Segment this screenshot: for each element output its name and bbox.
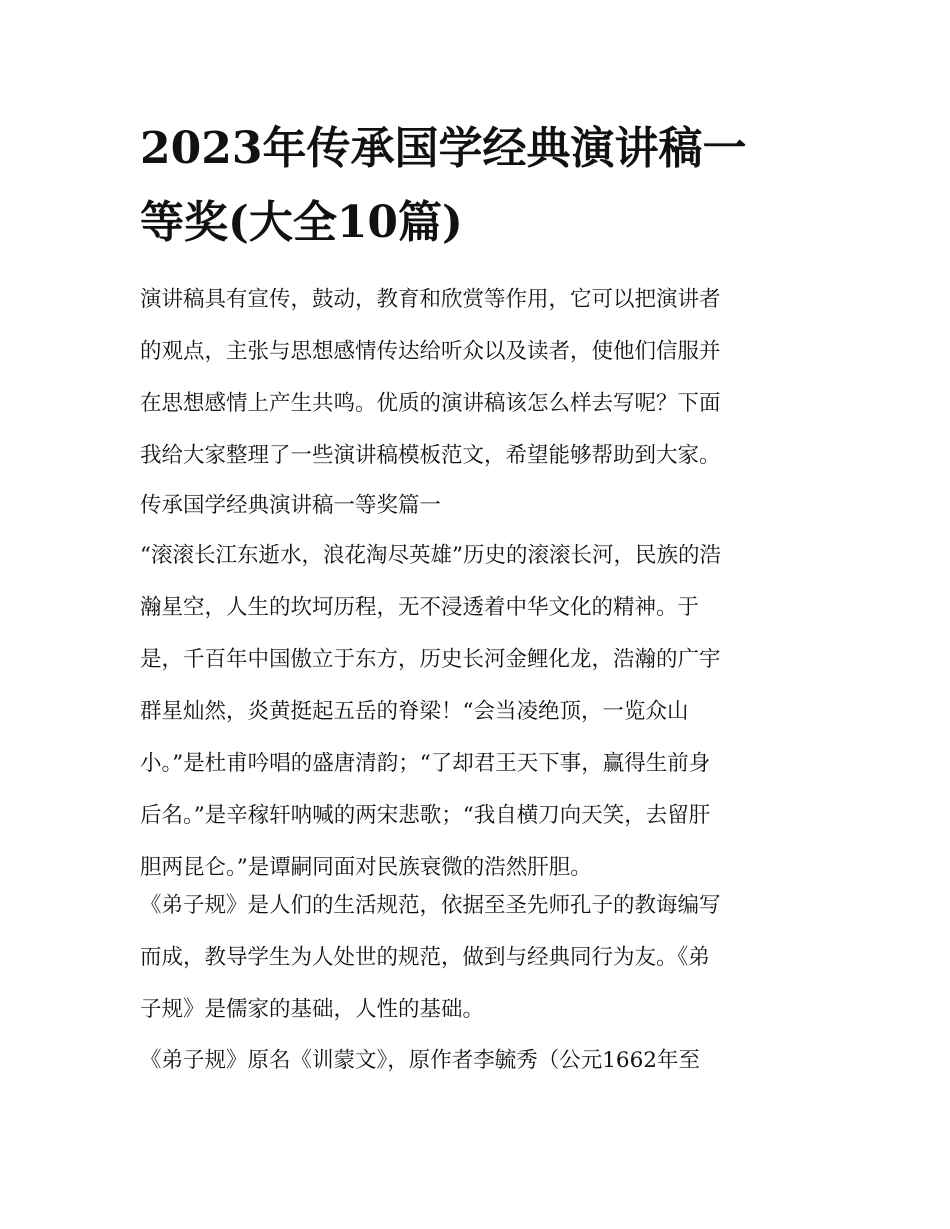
title-line: 等奖(大全10篇): [140, 197, 463, 248]
paragraph-3: [140, 1035, 820, 1087]
text-line: 《弟子规》原名《训蒙文》，原作者李毓秀（公元1662年至: [140, 1048, 700, 1073]
paragraph-2: [140, 880, 820, 1036]
text-line: 的观点，主张与思想感情传达给听众以及读者，使他们信服并: [140, 339, 721, 364]
text-line: “滚滚长江东逝水，浪花淘尽英雄”历史的滚滚长河，民族的浩: [140, 543, 721, 568]
text-line: 演讲稿具有宣传，鼓动，教育和欣赏等作用，它可以把演讲者: [140, 287, 721, 312]
section-heading: [140, 486, 820, 526]
text-line: 在思想感情上产生共鸣。优质的演讲稿该怎么样去写呢？下面: [140, 391, 721, 416]
text-line: 胆两昆仑。”是谭嗣同面对民族衰微的浩然肝胆。: [140, 855, 592, 880]
text-line: 瀚星空，人生的坎坷历程，无不浸透着中华文化的精神。于: [140, 595, 700, 620]
intro-paragraph: [140, 274, 820, 482]
text-line: 我给大家整理了一些演讲稿模板范文，希望能够帮助到大家。: [140, 443, 721, 468]
document-title: [140, 112, 830, 260]
text-line: 群星灿然，炎黄挺起五岳的脊梁！“会当凌绝顶，一览众山: [140, 699, 689, 724]
section-heading-text: 传承国学经典演讲稿一等奖篇一: [140, 493, 442, 518]
text-line: 是，千百年中国傲立于东方，历史长河金鲤化龙，浩瀚的广宇: [140, 647, 721, 672]
text-line: 而成，教导学生为人处世的规范，做到与经典同行为友。《弟: [140, 945, 710, 970]
title-line: 2023年传承国学经典演讲稿一: [140, 123, 747, 174]
text-line: 小。”是杜甫吟唱的盛唐清韵；“了却君王天下事，赢得生前身: [140, 751, 711, 776]
text-line: 子规》是儒家的基础，人性的基础。: [140, 997, 485, 1022]
text-line: 《弟子规》是人们的生活规范，依据至圣先师孔子的教诲编写: [140, 893, 721, 918]
text-line: 后名。”是辛稼轩呐喊的两宋悲歌；“我自横刀向天笑，去留肝: [140, 803, 711, 828]
paragraph-1: [140, 530, 820, 894]
